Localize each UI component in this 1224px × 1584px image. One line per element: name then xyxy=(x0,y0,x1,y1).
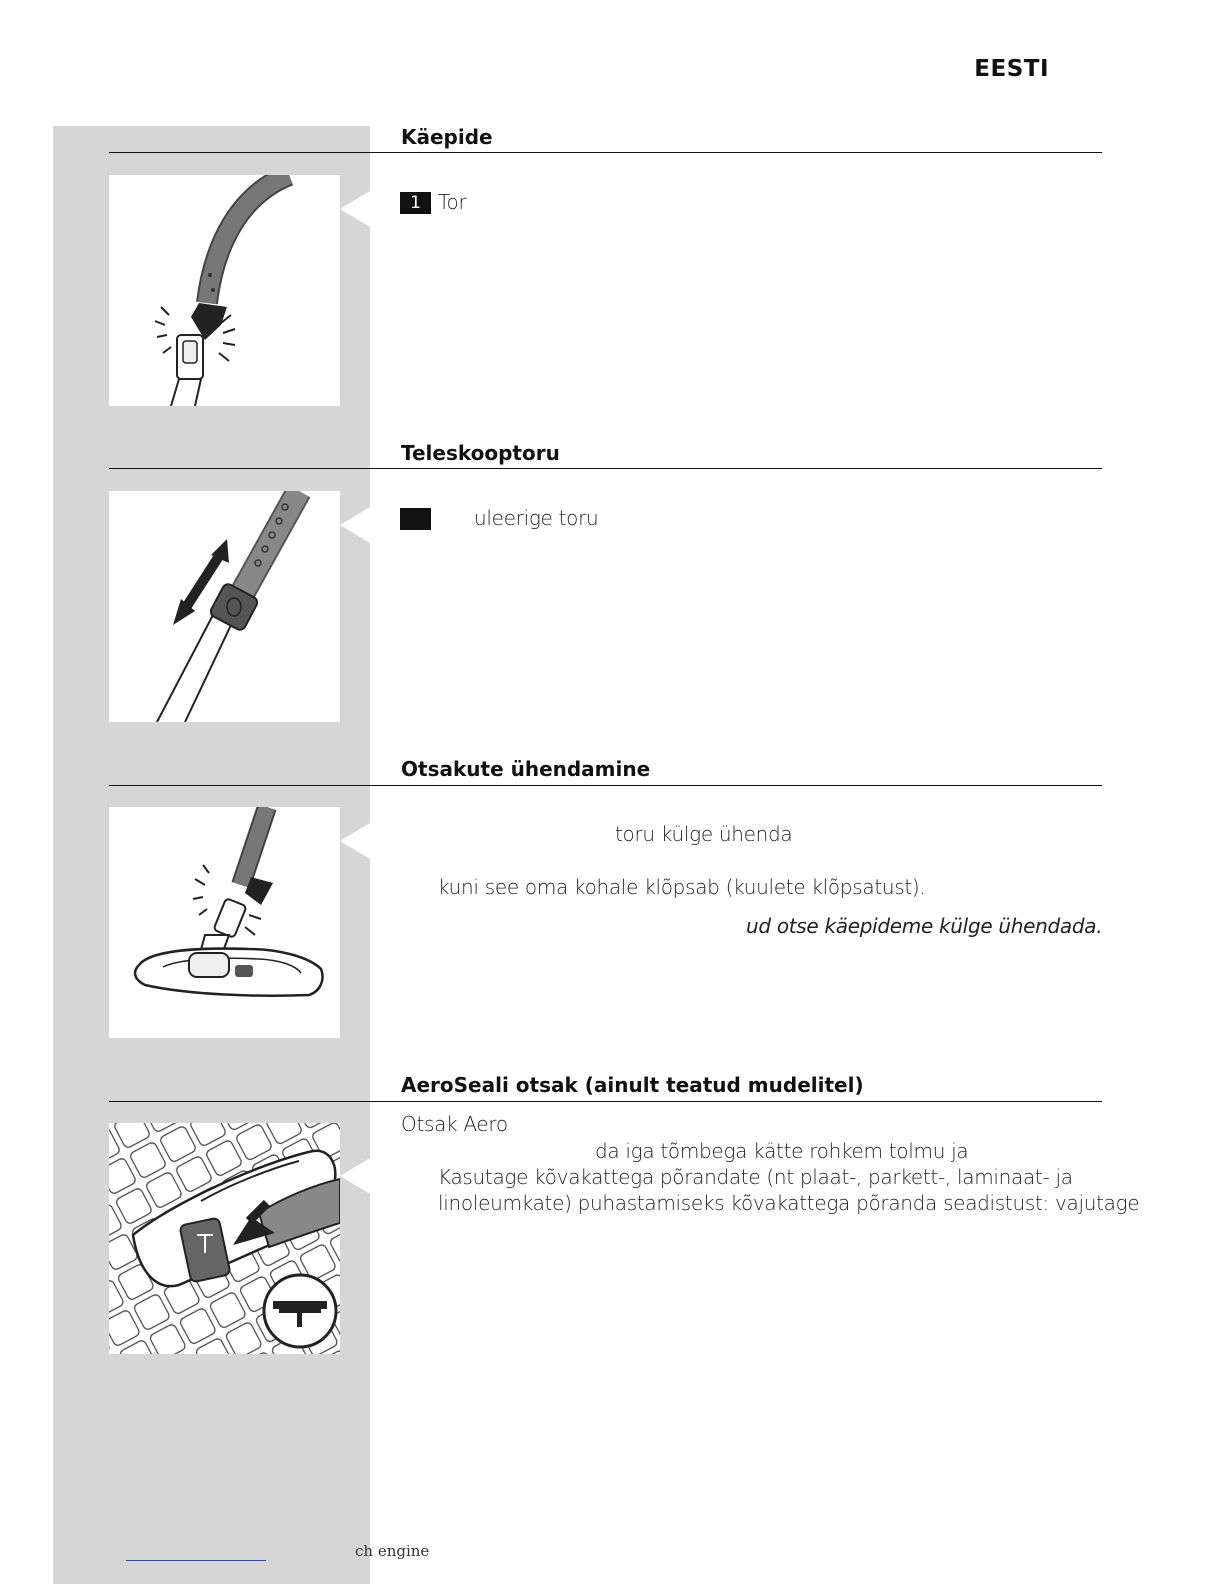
section-title-aeroseal-nozzle: AeroSeali otsak (ainult teatud mudelitel) xyxy=(401,1073,864,1097)
aeroseal-text-line-3: Kasutage kõvakattega põrandate (nt plaat-, parkett-, laminaat- ja xyxy=(438,1165,1073,1189)
nozzle-attach-drawing xyxy=(109,807,340,1038)
step-badge xyxy=(400,508,431,530)
aeroseal-nozzle-illustration xyxy=(109,1123,340,1354)
section-title-telescopic-tube: Teleskooptoru xyxy=(401,441,560,465)
footer-text: ch engine xyxy=(355,1542,430,1560)
section-title-handle: Käepide xyxy=(401,125,493,149)
handle-attach-drawing xyxy=(109,175,340,406)
language-label: EESTI xyxy=(974,56,1049,82)
section-title-attaching-nozzles: Otsakute ühendamine xyxy=(401,757,651,781)
section-rule xyxy=(109,1101,1102,1102)
telescopic-adjust-drawing xyxy=(109,491,340,722)
telescopic-step-text: uleerige toru xyxy=(474,506,599,530)
step-badge: 1 xyxy=(400,192,431,214)
nozzle-step-text-line-1: toru külge ühenda xyxy=(615,822,793,846)
nozzle-step-text-line-2: kuni see oma kohale klõpsab (kuulete klõpsatust). xyxy=(438,875,926,899)
illustration-pointer xyxy=(340,823,370,859)
illustration-pointer xyxy=(340,1158,370,1194)
nozzle-note-text: ud otse käepideme külge ühendada. xyxy=(746,914,1103,938)
section-rule xyxy=(109,468,1102,469)
handle-step-text: Tor xyxy=(438,190,467,214)
aeroseal-text-line-4: linoleumkate) puhastamiseks kõvakattega põranda seadistust: vajutage xyxy=(438,1191,1140,1215)
aeroseal-nozzle-drawing xyxy=(109,1123,340,1354)
section-rule xyxy=(109,152,1102,153)
nozzle-attach-illustration xyxy=(109,807,340,1038)
illustration-pointer xyxy=(340,507,370,543)
illustration-pointer xyxy=(340,191,370,227)
footer-link-underline[interactable] xyxy=(126,1560,266,1561)
aeroseal-text-line-1: Otsak Aero xyxy=(401,1112,508,1136)
aeroseal-text-line-2: da iga tõmbega kätte rohkem tolmu ja xyxy=(595,1139,969,1163)
section-rule xyxy=(109,785,1102,786)
telescopic-tube-illustration xyxy=(109,491,340,722)
handle-illustration xyxy=(109,175,340,406)
